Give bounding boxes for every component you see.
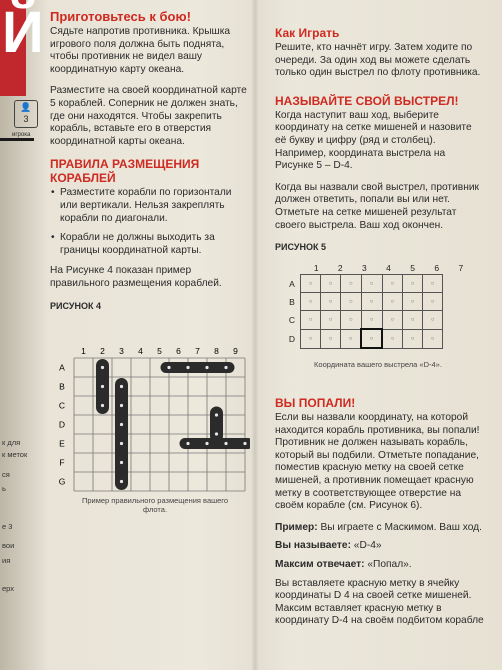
- ship-peg-hole: [101, 404, 104, 407]
- rules-list: [50, 187, 250, 257]
- maxim-label: Максим отвечает:: [275, 558, 365, 570]
- row-label: D: [58, 419, 66, 430]
- left-column: [50, 10, 250, 313]
- paragraph: Если вы назвали координату, на которой находится корабль противника, вы попали! Противник не должен называть корабль, который вы подбили. Отметьте попадание, поместив красную метку на своей сетке мишеней, а противник помещает красную метку в соответствующее отверстие на своём корабле (см. Рисунок 6).: [275, 412, 480, 512]
- row-label: D: [288, 333, 296, 344]
- column-label: 1: [313, 263, 319, 273]
- row-label: A: [59, 362, 65, 373]
- heading-get-ready: Приготовьтесь к бою!: [50, 9, 191, 24]
- maxim-text: «Попал».: [364, 558, 412, 570]
- list-item: • Разместите корабли по горизонтали или вертикали. Нельзя закреплять корабли по диагонали.: [60, 187, 250, 225]
- maxim-line: [275, 559, 489, 572]
- heading-call-shot: НАЗЫВАЙТЕ СВОЙ ВЫСТРЕЛ!: [275, 93, 459, 108]
- grid-cell: ○: [341, 275, 362, 293]
- shot-cell-d4: ○: [361, 329, 382, 348]
- players-label: игрока: [12, 132, 31, 138]
- grid-cell: ○: [301, 275, 321, 293]
- edge-fragment: к для: [2, 438, 21, 447]
- grid-cell: ○: [341, 293, 362, 311]
- figure5-title: РИСУНОК 5: [275, 242, 326, 253]
- players-count: 3: [23, 114, 29, 124]
- list-item: • Корабли не должны выходить за границы координатной карты.: [60, 232, 250, 257]
- heading-hit: ВЫ ПОПАЛИ!: [275, 396, 356, 410]
- column-label: 1: [81, 346, 86, 356]
- grid-cell: ○: [341, 311, 362, 330]
- ship-peg-hole: [120, 404, 123, 407]
- paragraph: Когда наступит ваш ход, выберите координату на сетке мишеней и назовите её букву и цифру (ряд и столбец). Например, координата выстрела на Рисунке 5 – D-4.: [275, 109, 472, 172]
- edge-fragment: ся: [2, 470, 10, 479]
- paragraph: Вы вставляете красную метку в ячейку координаты D 4 на своей сетке мишеней. Максим вставляет красную метку в координату D-4 на своём подбитом корабле: [275, 577, 484, 627]
- grid-cell: ○: [301, 329, 321, 348]
- grid-cell: ○: [403, 311, 423, 330]
- paragraph: Сядьте напротив противника. Крышка игрового поля должна быть поднята, чтобы противник не видел вашу координатную карту океана.: [50, 26, 231, 75]
- heading-placement-rules: ПРАВИЛА РАЗМЕЩЕНИЯ КОРАБЛЕЙ: [50, 157, 200, 186]
- ship-peg-hole: [120, 480, 123, 483]
- ship-peg-hole: [120, 385, 123, 388]
- ship-peg-hole: [224, 442, 227, 445]
- grid-cell: ○: [382, 311, 403, 330]
- grid-cell: ○: [403, 293, 423, 311]
- ship-peg-hole: [224, 366, 227, 369]
- ship-peg-hole: [120, 461, 123, 464]
- ship: [161, 362, 235, 373]
- right-column-lower: [275, 396, 489, 637]
- column-label: 6: [434, 263, 440, 273]
- grid-cell: ○: [361, 311, 382, 330]
- paragraph: Решите, кто начнёт игру. Затем ходите по очереди. За один ход вы можете сделать только один выстрел по флоту противника.: [275, 42, 481, 79]
- row-label: B: [289, 296, 295, 307]
- row-label: B: [59, 381, 65, 392]
- column-label: 4: [386, 263, 391, 273]
- paragraph: На Рисунке 4 показан пример правильного размещения кораблей.: [50, 265, 222, 289]
- ship-peg-hole: [120, 423, 123, 426]
- grid-cell: ○: [301, 311, 321, 330]
- you-say-text: «D-4»: [350, 540, 382, 552]
- grid-cell: ○: [361, 275, 382, 293]
- example-line: [275, 522, 489, 535]
- ship-peg-hole: [120, 442, 123, 445]
- logo-fragment: [0, 0, 44, 96]
- grid-cell: ○: [382, 329, 403, 348]
- ship-peg-hole: [186, 442, 189, 445]
- right-column: [275, 26, 485, 255]
- ship-peg-hole: [215, 432, 218, 435]
- column-label: 3: [119, 346, 124, 356]
- page-spine: [251, 0, 259, 670]
- ship-peg-hole: [243, 442, 246, 445]
- column-label: 7: [458, 263, 464, 273]
- grid-cell: ○: [321, 275, 341, 293]
- edge-fragment: ерх: [2, 584, 15, 593]
- row-label: C: [58, 400, 66, 411]
- figure4-title: РИСУНОК 4: [50, 300, 101, 311]
- ship: [210, 407, 223, 443]
- ship: [115, 378, 128, 490]
- paragraph: Разместите на своей координатной карте 5 кораблей. Соперник не должен знать, где они находятся. Чтобы закрепить корабль, вставьте его в отверстия координатной карты океана.: [50, 85, 247, 147]
- ship: [180, 438, 251, 449]
- grid-cell: ○: [301, 293, 321, 311]
- column-label: 4: [138, 346, 143, 356]
- grid-cell: ○: [341, 329, 362, 348]
- ship-peg-hole: [186, 366, 189, 369]
- column-label: 2: [100, 346, 105, 356]
- edge-fragment: ия: [2, 556, 11, 565]
- figure4: [50, 344, 250, 524]
- grid-cell: ○: [423, 275, 443, 293]
- row-label: E: [59, 438, 65, 449]
- edge-fragment: к меток: [2, 450, 28, 459]
- ship-peg-hole: [167, 366, 170, 369]
- row-label: C: [288, 314, 296, 325]
- grid-cell: ○: [321, 329, 341, 348]
- heading-how-to-play: Как Играть: [275, 26, 340, 40]
- column-label: 5: [157, 346, 162, 356]
- figure4-caption: Пример правильного размещения вашего флота.: [81, 496, 229, 514]
- example-text: Вы играете с Маскимом. Ваш ход.: [317, 521, 482, 533]
- figure5: [284, 260, 474, 380]
- target-grid: [284, 274, 443, 349]
- ship-peg-hole: [101, 385, 104, 388]
- ship-peg-hole: [215, 413, 218, 416]
- ship-peg-hole: [101, 366, 104, 369]
- grid-cell: ○: [382, 275, 403, 293]
- column-label: 9: [233, 346, 238, 356]
- column-label: 6: [176, 346, 181, 356]
- column-label: 3: [362, 263, 367, 273]
- ship-peg-hole: [205, 442, 208, 445]
- edge-fragment: е 3: [2, 522, 13, 531]
- players-icon: 👤: [20, 102, 32, 112]
- grid-cell: ○: [321, 293, 341, 311]
- grid-cell: ○: [382, 293, 403, 311]
- you-say-line: [275, 540, 489, 553]
- grid-cell: ○: [403, 329, 423, 348]
- grid-cell: ○: [321, 311, 341, 330]
- logo-letter: Й: [2, 0, 44, 65]
- grid-cell: ○: [423, 293, 443, 311]
- figure5-caption: Координата вашего выстрела «D-4».: [314, 360, 442, 369]
- grid-cell: ○: [423, 329, 443, 348]
- edge-fragment: ь: [2, 484, 6, 493]
- grid-cell: ○: [423, 311, 443, 330]
- column-label: 8: [214, 346, 219, 356]
- grid-cell: ○: [361, 293, 382, 311]
- you-say-label: Вы называете:: [275, 540, 351, 552]
- row-label: F: [59, 457, 65, 468]
- corner-cell: [286, 262, 303, 274]
- ship-peg-hole: [205, 366, 208, 369]
- players-badge: [14, 100, 38, 128]
- row-label: G: [58, 476, 66, 487]
- example-label: Пример:: [275, 521, 318, 533]
- grid-cell: ○: [403, 275, 423, 293]
- column-label: 2: [337, 263, 343, 273]
- paragraph: Когда вы назвали свой выстрел, противник должен ответить, попали вы или нет. Отметьте на сетке мишеней результат своего выстрела. Ваш ход окончен.: [275, 181, 479, 231]
- row-label: A: [289, 278, 295, 289]
- column-label: 5: [410, 263, 415, 273]
- edge-fragment: вои: [2, 541, 15, 550]
- column-label: 7: [195, 346, 200, 356]
